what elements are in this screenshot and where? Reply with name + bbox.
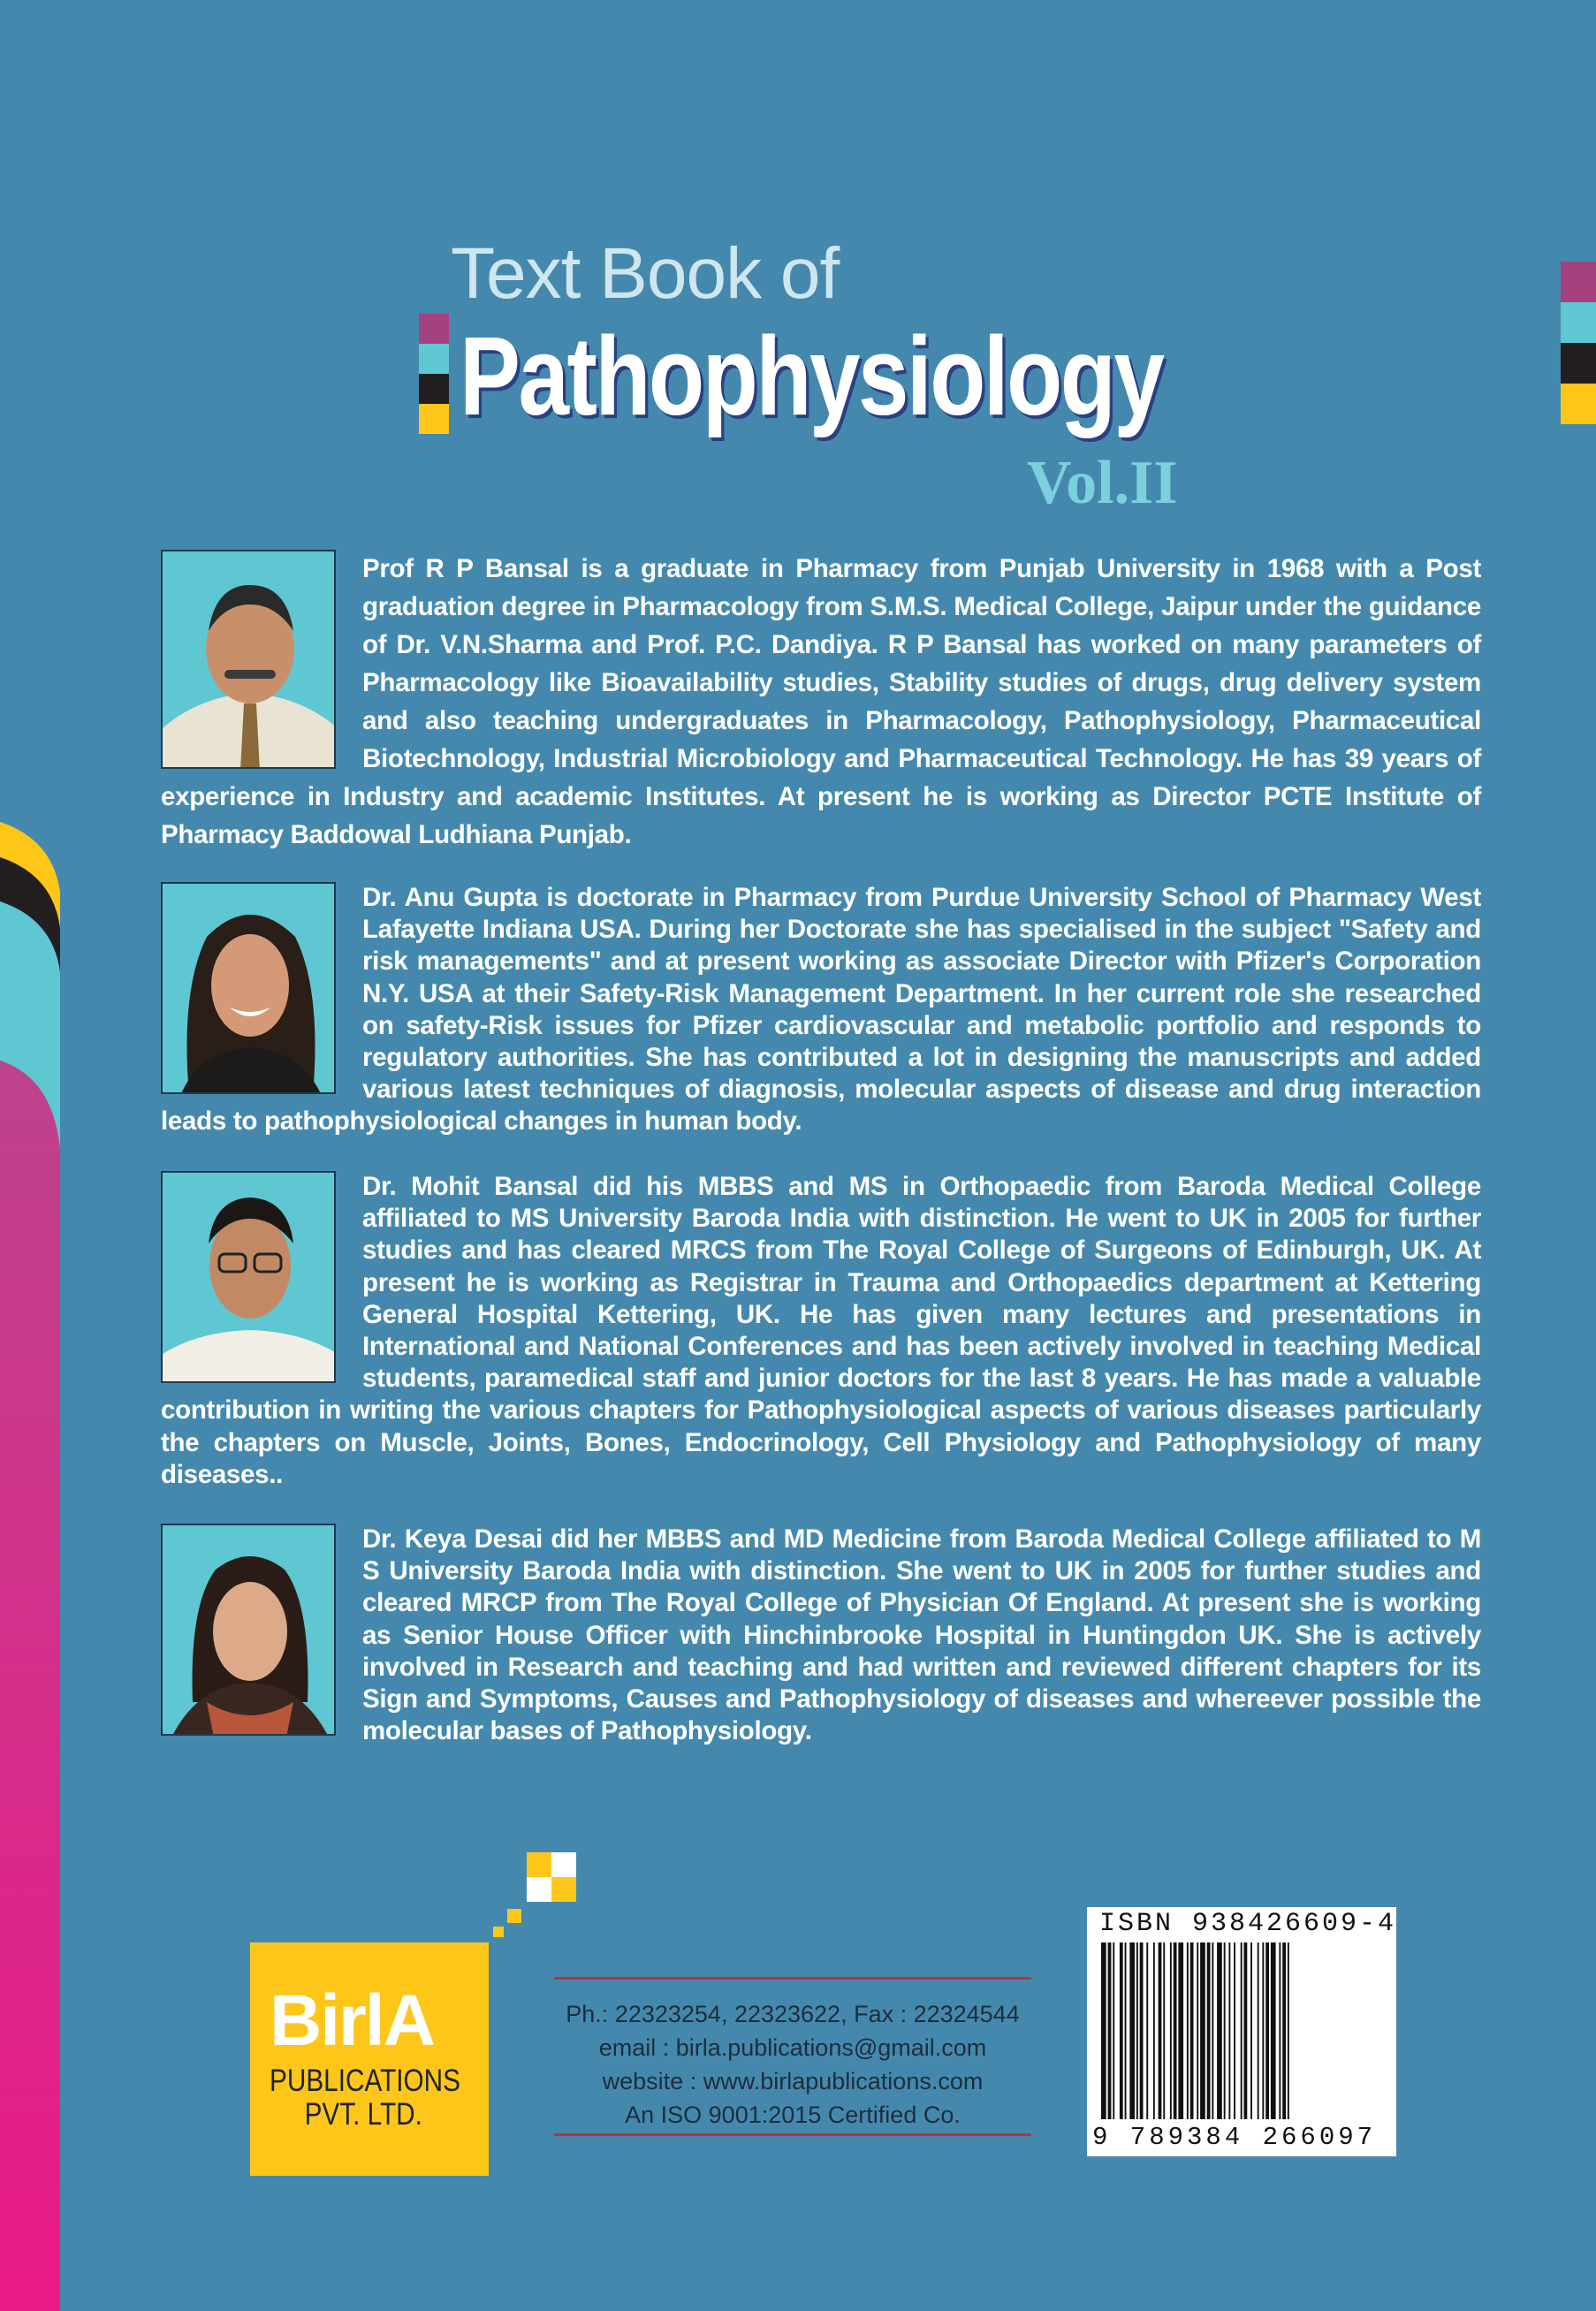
- author-photo-anu-gupta: [161, 882, 336, 1094]
- author-photo-mohit-bansal: [161, 1171, 336, 1383]
- author-photo-keya-desai: [161, 1524, 336, 1736]
- logo-square-decoration: [490, 1852, 578, 1941]
- author-block-mohit-bansal: [161, 1171, 1481, 1491]
- author-block-anu-gupta: [161, 882, 1481, 1138]
- logo-line-1: PUBLICATIONS: [270, 2064, 461, 2098]
- author-bio-rp-bansal: Prof R P Bansal is a graduate in Pharmacy from Punjab University in 1968 with a Post graduation degree in Pharmacology from S.M.S. Medical College, Jaipur under the guidance of Dr. V.N.Sharma and Prof. P.C. Dandiya. R P Bansal has worked on many parameters of Pharmacology like Bioavailability studies, Stability studies of drugs, drug delivery system and also teaching undergraduates in Pharmacology, Pathophysiology, Pharmaceutical Biotechnology, Industrial Microbiology and Pharmaceutical Technology. He has 39 years of experience in Industry and academic Institutes. At present he is working as Director PCTE Institute of Pharmacy Baddowal Ludhiana Punjab.: [161, 554, 1481, 849]
- title-color-marks: [419, 314, 449, 434]
- logo-wordmark: BirlA: [270, 1980, 434, 2061]
- publisher-logo: [250, 1942, 489, 2176]
- book-title: [415, 225, 1317, 526]
- left-stripe-decoration: [0, 795, 71, 2311]
- author-bio-mohit-bansal: Dr. Mohit Bansal did his MBBS and MS in Orthopaedic from Baroda Medical College affiliated to MS University Baroda India with distinction. He went to UK in 2005 for further studies and has cleared MRCS from The Royal College of Surgeons of Edinburgh, UK. At present he is working as Registrar in Trauma and Orthopaedics department at Kettering General Hospital Kettering, UK. He has given many lectures and presentations in International and National Conferences and has been actively involved in teaching Medical students, paramedical staff and junior doctors for the last 8 years. He has made a valuable contribution in writing the various chapters for Pathophysiological aspects of various diseases particularly the chapters on Muscle, Joints, Bones, Endocrinology, Cell Physiology and Pathophysiology of many diseases..: [161, 1172, 1481, 1489]
- contact-email: email : birla.publications@gmail.com: [598, 2034, 987, 2061]
- author-block-keya-desai: [161, 1524, 1481, 1747]
- title-line-1: Text Book of: [451, 233, 840, 314]
- contact-certification: An ISO 9001:2015 Certified Co.: [625, 2102, 961, 2128]
- isbn-label: ISBN 938426609-4: [1099, 1909, 1397, 1939]
- publisher-contact: [554, 1977, 1031, 2136]
- right-color-bars: [1561, 262, 1596, 424]
- contact-website: website : www.birlapublications.com: [602, 2068, 984, 2094]
- logo-subtitle: [270, 2064, 461, 2132]
- contact-phone: Ph.: 22323254, 22323622, Fax : 22324544: [566, 2001, 1020, 2027]
- volume-label: Vol.II: [1027, 449, 1178, 517]
- isbn-digits: 9 789384 266097: [1092, 2123, 1377, 2152]
- author-bio-keya-desai: Dr. Keya Desai did her MBBS and MD Medicine from Baroda Medical College affiliated to M S University Baroda India with distinction. She went to UK in 2005 for further studies and cleared MRCP from The Royal College of Physician Of England. At present she is working as Senior House Officer with Hinchinbrooke Hospital in Huntingdon UK. She is actively involved in Research and teaching and had written and reviewed different chapters for its Sign and Symptoms, Causes and Pathophysiology of diseases and whereever possible the molecular bases of Pathophysiology.: [362, 1524, 1481, 1746]
- author-photo-rp-bansal: [161, 550, 336, 769]
- logo-line-2: PVT. LTD.: [304, 2097, 422, 2132]
- author-bio-anu-gupta: Dr. Anu Gupta is doctorate in Pharmacy from Purdue University School of Pharmacy West Lafayette Indiana USA. During her Doctorate she has specialised in the subject "Safety and risk managements" and at present working as associate Director with Pfizer's Corporation N.Y. USA at their Safety-Risk Management Department. In her current role she researched on safety-Risk issues for Pfizer cardiovascular and metabolic portfolio and responds to regulatory authorities. She has contributed a lot in designing the manuscripts and added various latest techniques of diagnosis, molecular aspects of disease and drug interaction leads to pathophysiological changes in human body.: [161, 883, 1481, 1136]
- isbn-barcode: [1087, 1907, 1396, 2156]
- barcode-bars: [1087, 1907, 1396, 2156]
- title-line-2: Pathophysiology: [460, 314, 1163, 438]
- author-block-rp-bansal: [161, 550, 1481, 854]
